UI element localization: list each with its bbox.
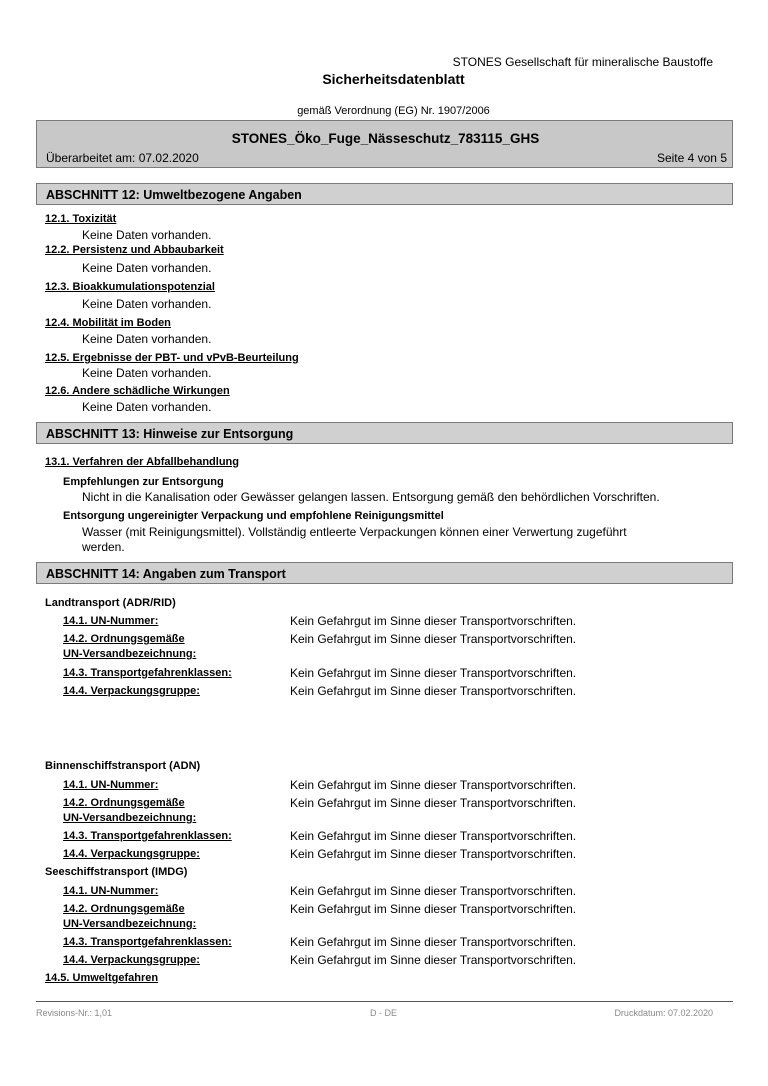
section-13-title: ABSCHNITT 13: Hinweise zur Entsorgung <box>46 427 294 441</box>
land-packing-group-value: Kein Gefahrgut im Sinne dieser Transportvorschriften. <box>290 684 577 698</box>
company-name: STONES Gesellschaft für mineralische Baustoffe <box>452 55 713 69</box>
disposal-recommendation-text: Nicht in die Kanalisation oder Gewässer gelangen lassen. Entsorgung gemäß den behördlichen Vorschriften. <box>82 490 660 504</box>
sea-shipping-name-label: 14.2. Ordnungsgemäße <box>63 903 185 915</box>
document-title: Sicherheitsdatenblatt <box>322 71 465 87</box>
sea-packing-group-value: Kein Gefahrgut im Sinne dieser Transportvorschriften. <box>290 953 577 967</box>
language-code: D - DE <box>370 1008 397 1018</box>
revision-number: Revisions-Nr.: 1,01 <box>36 1008 113 1018</box>
s12-2-text: Keine Daten vorhanden. <box>82 261 212 275</box>
s12-2-heading: 12.2. Persistenz und Abbaubarkeit <box>45 244 224 256</box>
s12-1-heading: 12.1. Toxizität <box>45 213 117 225</box>
s12-3-text: Keine Daten vorhanden. <box>82 297 212 311</box>
s14-5-heading: 14.5. Umweltgefahren <box>45 972 159 984</box>
disposal-recommendation-heading: Empfehlungen zur Entsorgung <box>63 476 224 488</box>
s12-4-text: Keine Daten vorhanden. <box>82 332 212 346</box>
section-12-header <box>36 183 733 205</box>
inland-un-number-label: 14.1. UN-Nummer: <box>63 779 159 791</box>
sea-un-number-label: 14.1. UN-Nummer: <box>63 885 159 897</box>
s12-6-heading: 12.6. Andere schädliche Wirkungen <box>45 385 230 397</box>
s12-6-text: Keine Daten vorhanden. <box>82 400 212 414</box>
s12-1-text: Keine Daten vorhanden. <box>82 228 212 242</box>
sea-shipping-name-value: Kein Gefahrgut im Sinne dieser Transportvorschriften. <box>290 902 577 916</box>
packaging-disposal-heading: Entsorgung ungereinigter Verpackung und empfohlene Reinigungsmittel <box>63 510 444 522</box>
sea-un-number-value: Kein Gefahrgut im Sinne dieser Transportvorschriften. <box>290 884 577 898</box>
land-shipping-name-label: 14.2. Ordnungsgemäße <box>63 633 185 645</box>
regulation-line: gemäß Verordnung (EG) Nr. 1907/2006 <box>297 105 490 117</box>
land-shipping-name-label-2: UN-Versandbezeichnung: <box>63 648 197 660</box>
land-packing-group-label: 14.4. Verpackungsgruppe: <box>63 685 200 697</box>
section-14-header <box>36 562 733 584</box>
inland-shipping-name-label-2: UN-Versandbezeichnung: <box>63 812 197 824</box>
print-date: Druckdatum: 07.02.2020 <box>614 1008 713 1018</box>
sea-hazard-class-label: 14.3. Transportgefahrenklassen: <box>63 936 232 948</box>
sea-packing-group-label: 14.4. Verpackungsgruppe: <box>63 954 200 966</box>
inland-transport-heading: Binnenschiffstransport (ADN) <box>45 760 201 772</box>
inland-shipping-name-value: Kein Gefahrgut im Sinne dieser Transportvorschriften. <box>290 796 577 810</box>
product-name: STONES_Öko_Fuge_Nässeschutz_783115_GHS <box>231 131 540 146</box>
footer-divider <box>36 1001 733 1002</box>
land-shipping-name-value: Kein Gefahrgut im Sinne dieser Transportvorschriften. <box>290 632 577 646</box>
inland-un-number-value: Kein Gefahrgut im Sinne dieser Transportvorschriften. <box>290 778 577 792</box>
sea-transport-heading: Seeschiffstransport (IMDG) <box>45 866 188 878</box>
inland-shipping-name-label: 14.2. Ordnungsgemäße <box>63 797 185 809</box>
inland-packing-group-value: Kein Gefahrgut im Sinne dieser Transportvorschriften. <box>290 847 577 861</box>
land-un-number-label: 14.1. UN-Nummer: <box>63 615 159 627</box>
s12-5-text: Keine Daten vorhanden. <box>82 366 212 380</box>
s12-4-heading: 12.4. Mobilität im Boden <box>45 317 171 329</box>
section-13-header <box>36 422 733 444</box>
inland-hazard-class-label: 14.3. Transportgefahrenklassen: <box>63 830 232 842</box>
land-un-number-value: Kein Gefahrgut im Sinne dieser Transportvorschriften. <box>290 614 577 628</box>
revision-date: Überarbeitet am: 07.02.2020 <box>46 151 199 165</box>
packaging-disposal-text-2: werden. <box>82 540 125 554</box>
s12-5-heading: 12.5. Ergebnisse der PBT- und vPvB-Beurteilung <box>45 352 299 364</box>
land-transport-heading: Landtransport (ADR/RID) <box>45 597 176 609</box>
inland-packing-group-label: 14.4. Verpackungsgruppe: <box>63 848 200 860</box>
sea-shipping-name-label-2: UN-Versandbezeichnung: <box>63 918 197 930</box>
product-header-box <box>36 120 733 168</box>
land-hazard-class-value: Kein Gefahrgut im Sinne dieser Transportvorschriften. <box>290 666 577 680</box>
section-12-title: ABSCHNITT 12: Umweltbezogene Angaben <box>46 188 302 202</box>
inland-hazard-class-value: Kein Gefahrgut im Sinne dieser Transportvorschriften. <box>290 829 577 843</box>
s12-3-heading: 12.3. Bioakkumulationspotenzial <box>45 281 215 293</box>
land-hazard-class-label: 14.3. Transportgefahrenklassen: <box>63 667 232 679</box>
page-number: Seite 4 von 5 <box>656 151 727 165</box>
packaging-disposal-text: Wasser (mit Reinigungsmittel). Vollständig entleerte Verpackungen können einer Verwertung zugeführt <box>82 525 627 539</box>
s13-1-heading: 13.1. Verfahren der Abfallbehandlung <box>45 456 239 468</box>
sea-hazard-class-value: Kein Gefahrgut im Sinne dieser Transportvorschriften. <box>290 935 577 949</box>
section-14-title: ABSCHNITT 14: Angaben zum Transport <box>46 567 286 581</box>
